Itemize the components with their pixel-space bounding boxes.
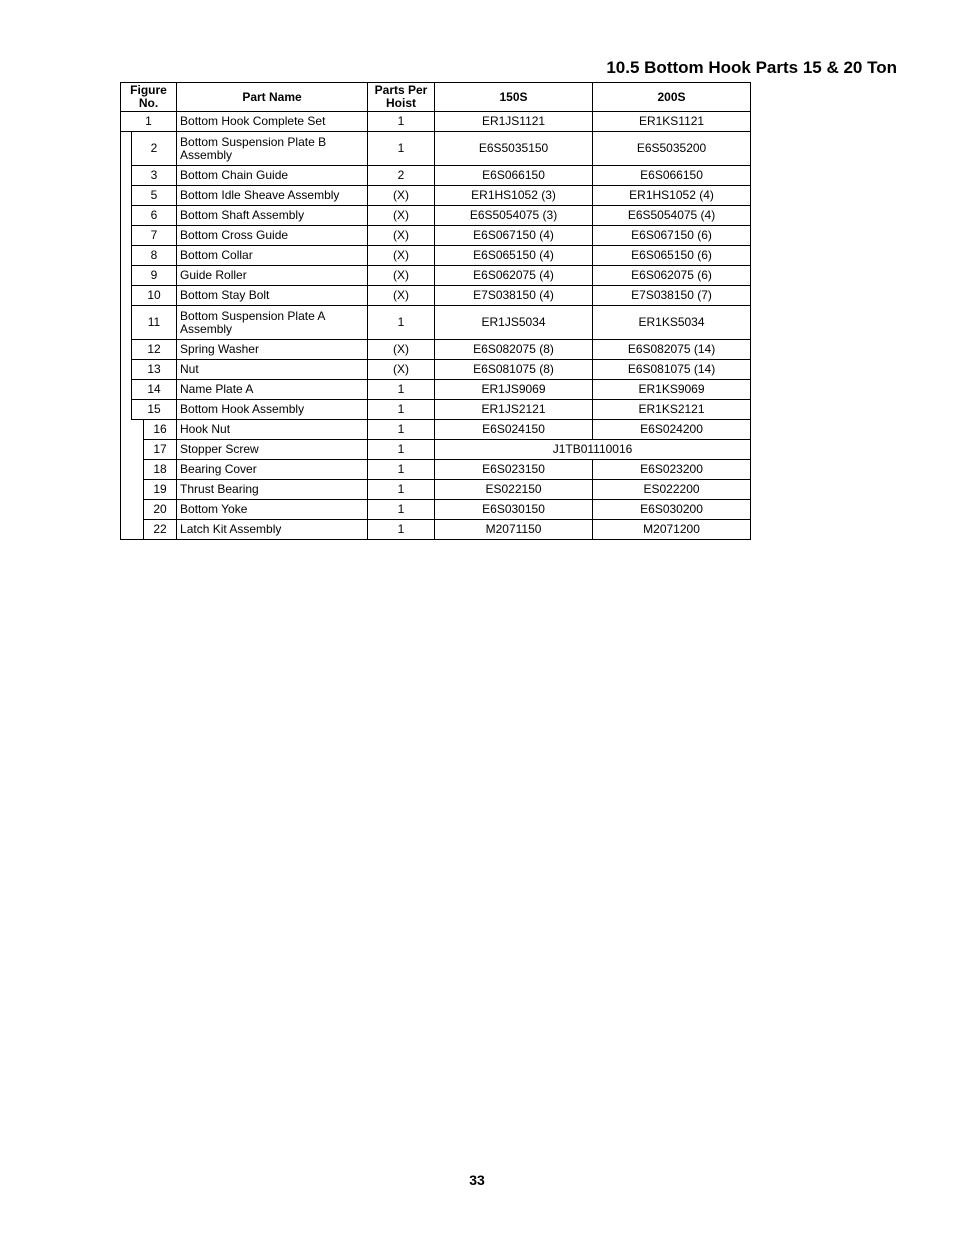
part-number-150s-cell: E6S5054075 (3): [435, 206, 593, 226]
indent-spacer: [132, 500, 144, 520]
table-row: [121, 480, 751, 500]
parts-per-hoist-cell: 1: [368, 520, 435, 540]
figure-number-cell: 11: [132, 306, 177, 340]
parts-per-hoist-cell: 1: [368, 132, 435, 166]
part-number-150s-cell: ER1JS2121: [435, 400, 593, 420]
parts-per-hoist-cell: (X): [368, 246, 435, 266]
figure-number-cell: 20: [144, 500, 177, 520]
table-row: [121, 340, 751, 360]
part-number-200s-cell: E6S062075 (6): [593, 266, 751, 286]
header-figure-no: Figure No.: [121, 83, 177, 112]
indent-spacer: [132, 480, 144, 500]
figure-number-cell: 14: [132, 380, 177, 400]
part-number-200s-cell: E6S030200: [593, 500, 751, 520]
figure-number-cell: 10: [132, 286, 177, 306]
part-number-200s-cell: E6S5054075 (4): [593, 206, 751, 226]
table-row: [121, 226, 751, 246]
part-number-150s-cell: E6S067150 (4): [435, 226, 593, 246]
part-number-200s-cell: E6S5035200: [593, 132, 751, 166]
table-row: [121, 246, 751, 266]
part-number-200s-cell: ES022200: [593, 480, 751, 500]
table-row: [121, 266, 751, 286]
indent-spacer: [121, 380, 132, 400]
part-name-cell: Bottom Stay Bolt: [177, 286, 368, 306]
indent-spacer: [132, 420, 144, 440]
part-number-150s-cell: E6S081075 (8): [435, 360, 593, 380]
figure-number-cell: 3: [132, 166, 177, 186]
indent-spacer: [121, 440, 132, 460]
part-number-200s-cell: E6S067150 (6): [593, 226, 751, 246]
figure-number-cell: 15: [132, 400, 177, 420]
part-name-cell: Hook Nut: [177, 420, 368, 440]
figure-number-cell: 6: [132, 206, 177, 226]
parts-table-body: [121, 112, 751, 540]
indent-spacer: [121, 132, 132, 166]
figure-number-cell: 5: [132, 186, 177, 206]
part-name-cell: Bottom Collar: [177, 246, 368, 266]
table-row: [121, 360, 751, 380]
header-parts-per-hoist: Parts Per Hoist: [368, 83, 435, 112]
table-row: [121, 520, 751, 540]
part-number-150s-cell: E6S023150: [435, 460, 593, 480]
indent-spacer: [121, 420, 132, 440]
parts-per-hoist-cell: 1: [368, 306, 435, 340]
parts-per-hoist-cell: 1: [368, 400, 435, 420]
figure-number-cell: 8: [132, 246, 177, 266]
part-number-150s-cell: ER1JS5034: [435, 306, 593, 340]
part-name-cell: Bottom Suspension Plate B Assembly: [177, 132, 368, 166]
indent-spacer: [121, 520, 132, 540]
part-number-150s-cell: E6S082075 (8): [435, 340, 593, 360]
part-number-200s-cell: E6S066150: [593, 166, 751, 186]
table-row: [121, 286, 751, 306]
part-name-cell: Nut: [177, 360, 368, 380]
part-name-cell: Latch Kit Assembly: [177, 520, 368, 540]
part-number-200s-cell: E6S065150 (6): [593, 246, 751, 266]
parts-per-hoist-cell: (X): [368, 186, 435, 206]
figure-number-cell: 17: [144, 440, 177, 460]
parts-per-hoist-cell: (X): [368, 226, 435, 246]
part-number-200s-cell: E6S082075 (14): [593, 340, 751, 360]
part-name-cell: Name Plate A: [177, 380, 368, 400]
indent-spacer: [121, 206, 132, 226]
part-number-200s-cell: E6S023200: [593, 460, 751, 480]
parts-per-hoist-cell: 1: [368, 112, 435, 132]
part-number-200s-cell: M2071200: [593, 520, 751, 540]
part-number-150s-cell: E6S030150: [435, 500, 593, 520]
part-name-cell: Thrust Bearing: [177, 480, 368, 500]
part-name-cell: Bottom Hook Complete Set: [177, 112, 368, 132]
part-number-150s-cell: ER1JS1121: [435, 112, 593, 132]
indent-spacer: [121, 360, 132, 380]
figure-number-cell: 13: [132, 360, 177, 380]
figure-number-cell: 2: [132, 132, 177, 166]
table-row: [121, 166, 751, 186]
part-number-200s-cell: E7S038150 (7): [593, 286, 751, 306]
part-name-cell: Bottom Cross Guide: [177, 226, 368, 246]
part-number-200s-cell: ER1KS2121: [593, 400, 751, 420]
figure-number-cell: 19: [144, 480, 177, 500]
table-row: [121, 380, 751, 400]
figure-number-cell: 7: [132, 226, 177, 246]
part-number-200s-cell: E6S081075 (14): [593, 360, 751, 380]
indent-spacer: [121, 266, 132, 286]
page-number: 33: [469, 1172, 485, 1188]
part-number-150s-cell: E6S066150: [435, 166, 593, 186]
table-row: [121, 186, 751, 206]
indent-spacer: [121, 286, 132, 306]
header-part-name: Part Name: [177, 83, 368, 112]
parts-per-hoist-cell: 1: [368, 460, 435, 480]
part-number-200s-cell: ER1KS9069: [593, 380, 751, 400]
parts-per-hoist-cell: 1: [368, 420, 435, 440]
figure-number-cell: 22: [144, 520, 177, 540]
part-name-cell: Bottom Shaft Assembly: [177, 206, 368, 226]
page-title: 10.5 Bottom Hook Parts 15 & 20 Ton: [606, 58, 897, 77]
parts-per-hoist-cell: 1: [368, 440, 435, 460]
parts-table-header: [121, 83, 751, 112]
header-150s: 150S: [435, 83, 593, 112]
figure-number-cell: 18: [144, 460, 177, 480]
part-name-cell: Spring Washer: [177, 340, 368, 360]
part-number-150s-cell: E6S065150 (4): [435, 246, 593, 266]
shared-part-number-cell: J1TB01110016: [435, 440, 751, 460]
parts-per-hoist-cell: 1: [368, 380, 435, 400]
part-number-150s-cell: E7S038150 (4): [435, 286, 593, 306]
indent-spacer: [121, 246, 132, 266]
indent-spacer: [121, 306, 132, 340]
indent-spacer: [121, 340, 132, 360]
part-number-200s-cell: E6S024200: [593, 420, 751, 440]
indent-spacer: [121, 186, 132, 206]
part-number-200s-cell: ER1KS1121: [593, 112, 751, 132]
parts-per-hoist-cell: (X): [368, 286, 435, 306]
indent-spacer: [132, 440, 144, 460]
indent-spacer: [132, 520, 144, 540]
indent-spacer: [121, 500, 132, 520]
part-name-cell: Bottom Idle Sheave Assembly: [177, 186, 368, 206]
indent-spacer: [121, 226, 132, 246]
parts-per-hoist-cell: (X): [368, 206, 435, 226]
part-number-200s-cell: ER1KS5034: [593, 306, 751, 340]
part-number-150s-cell: ES022150: [435, 480, 593, 500]
table-row: [121, 400, 751, 420]
table-row: [121, 420, 751, 440]
part-number-150s-cell: E6S024150: [435, 420, 593, 440]
part-name-cell: Bottom Chain Guide: [177, 166, 368, 186]
part-name-cell: Bearing Cover: [177, 460, 368, 480]
table-row: [121, 306, 751, 340]
table-row: [121, 440, 751, 460]
table-row: [121, 206, 751, 226]
table-row: [121, 132, 751, 166]
indent-spacer: [121, 400, 132, 420]
parts-per-hoist-cell: (X): [368, 266, 435, 286]
parts-per-hoist-cell: 1: [368, 500, 435, 520]
table-row: [121, 460, 751, 480]
indent-spacer: [121, 460, 132, 480]
indent-spacer: [121, 480, 132, 500]
parts-per-hoist-cell: (X): [368, 340, 435, 360]
part-number-150s-cell: ER1HS1052 (3): [435, 186, 593, 206]
part-name-cell: Bottom Hook Assembly: [177, 400, 368, 420]
figure-number-cell: 12: [132, 340, 177, 360]
part-number-200s-cell: ER1HS1052 (4): [593, 186, 751, 206]
indent-spacer: [121, 166, 132, 186]
parts-table: [120, 82, 751, 540]
table-row: [121, 112, 751, 132]
parts-per-hoist-cell: 1: [368, 480, 435, 500]
header-200s: 200S: [593, 83, 751, 112]
table-row: [121, 500, 751, 520]
indent-spacer: [132, 460, 144, 480]
part-number-150s-cell: M2071150: [435, 520, 593, 540]
parts-per-hoist-cell: (X): [368, 360, 435, 380]
figure-number-cell: 16: [144, 420, 177, 440]
part-name-cell: Bottom Suspension Plate A Assembly: [177, 306, 368, 340]
part-number-150s-cell: E6S062075 (4): [435, 266, 593, 286]
parts-per-hoist-cell: 2: [368, 166, 435, 186]
part-number-150s-cell: E6S5035150: [435, 132, 593, 166]
part-name-cell: Bottom Yoke: [177, 500, 368, 520]
part-name-cell: Guide Roller: [177, 266, 368, 286]
figure-number-cell: 1: [121, 112, 177, 132]
figure-number-cell: 9: [132, 266, 177, 286]
part-number-150s-cell: ER1JS9069: [435, 380, 593, 400]
part-name-cell: Stopper Screw: [177, 440, 368, 460]
